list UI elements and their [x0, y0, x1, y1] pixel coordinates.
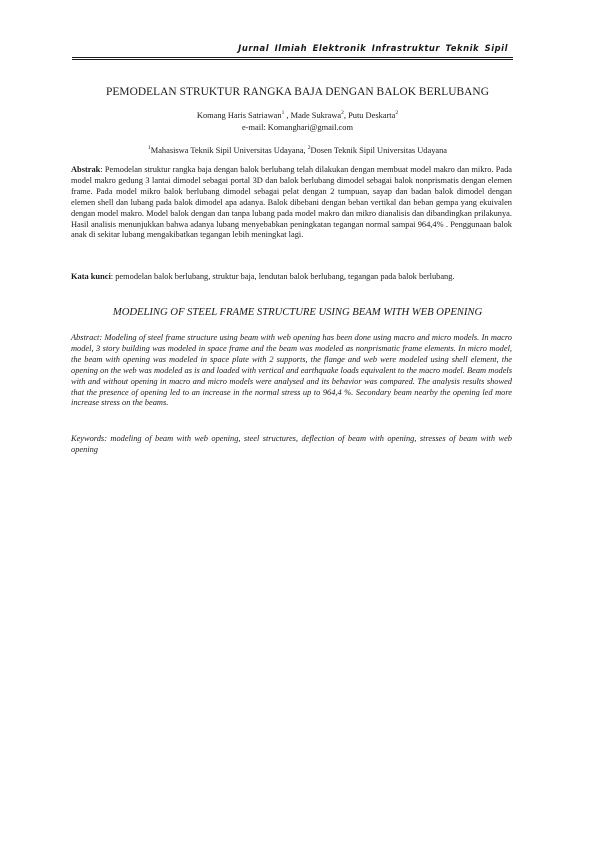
keywords-indonesian — [71, 272, 512, 283]
author-name: Komang Haris Satriawan — [196, 111, 282, 120]
abstract-label: Abstrak — [71, 165, 101, 174]
header-rule-top — [72, 57, 513, 58]
affiliation-number: 1 — [147, 145, 151, 152]
affiliation-number: 2 — [307, 145, 311, 152]
author-separator: , — [284, 111, 291, 120]
journal-header: Jurnal Ilmiah Elektronik Infrastruktur Teknik Sipil — [238, 43, 508, 53]
affiliation-text: Mahasiswa Teknik Sipil Universitas Udayana — [150, 146, 304, 155]
author-name: Made Sukrawa — [290, 111, 342, 120]
paper-title-indonesian: PEMODELAN STRUKTUR RANGKA BAJA DENGAN BALOK BERLUBANG — [106, 86, 489, 98]
affiliation-separator: , — [303, 146, 308, 155]
author-affiliation-mark: 1 — [281, 110, 285, 117]
author-email: e-mail: Komanghari@gmail.com — [242, 123, 353, 132]
author-separator: , — [343, 111, 349, 120]
keywords-body: : pemodelan balok berlubang, struktur baja, lendutan balok berlubang, tegangan pada balok berlubang. — [110, 272, 455, 281]
author-line — [72, 111, 523, 120]
author-affiliation-mark: 2 — [341, 110, 344, 117]
abstract-body: : Pemodelan struktur rangka baja dengan balok berlubang telah dilakukan dengan membuat model makro dan mikro. Pada model makro gedung 3 lantai dimodel sebagai portal 3D dan balok berlubang dimodel sebagai balok nonprismatis dengan elemen frame. Pada model mikro balok berlubang dimodel sebagai pelat dengan 2 tumpuan, sayap dan badan balok dimodel dengan elemen shell dan lubang pada balok dimodel apa adanya. Balok dibebani dengan beban vertikal dan beban gempa yang ekuivalen dengan model makro. Model balok dengan dan tanpa lubang pada model makro dan mikro dianalisis dan dibandingkan prilakunya. Hasil analisis menunjukkan bahwa adanya lubang menyebabkan peningkatan tegangan normal sampai 964,4% . Penggunaan balok anak di sekitar lubang mengakibatkan tegangan lebih meningkat lagi. — [71, 165, 512, 240]
abstract-indonesian — [71, 165, 512, 241]
keywords-english: Keywords: modeling of beam with web opening, steel structures, deflection of beam with opening, stresses of beam with web opening — [71, 434, 512, 454]
author-affiliation-mark: 2 — [395, 110, 399, 117]
paper-title-english: MODELING OF STEEL FRAME STRUCTURE USING BEAM WITH WEB OPENING — [112, 306, 483, 318]
header-rule-bottom — [72, 59, 513, 60]
affiliation-text: Dosen Teknik Sipil Universitas Udayana — [310, 146, 448, 155]
author-name: Putu Deskarta — [348, 111, 396, 120]
keywords-label: Kata kunci — [71, 272, 111, 281]
abstract-english: Abstract: Modeling of steel frame structure using beam with web opening has been done using macro and micro models. In macro model, 3 story building was modeled in space frame and the beam was modeled as nonprismatic frame elements. In micro model, the beam with opening was modeled in space plate with 2 supports, the flange and web were modeled using shell element, the opening on the web was modeled as is and loaded with vertical and earthquake loads equivalent to the macro model. Beam models with and without opening in macro and micro models were analysed and its behavior was compared. The analysis results showed that the presence of opening led to an increase in the normal stress up to 964,4 %. Secondary beam nearby the opening led more increase stress on the beams. — [71, 333, 512, 408]
affiliation-line — [72, 146, 523, 155]
